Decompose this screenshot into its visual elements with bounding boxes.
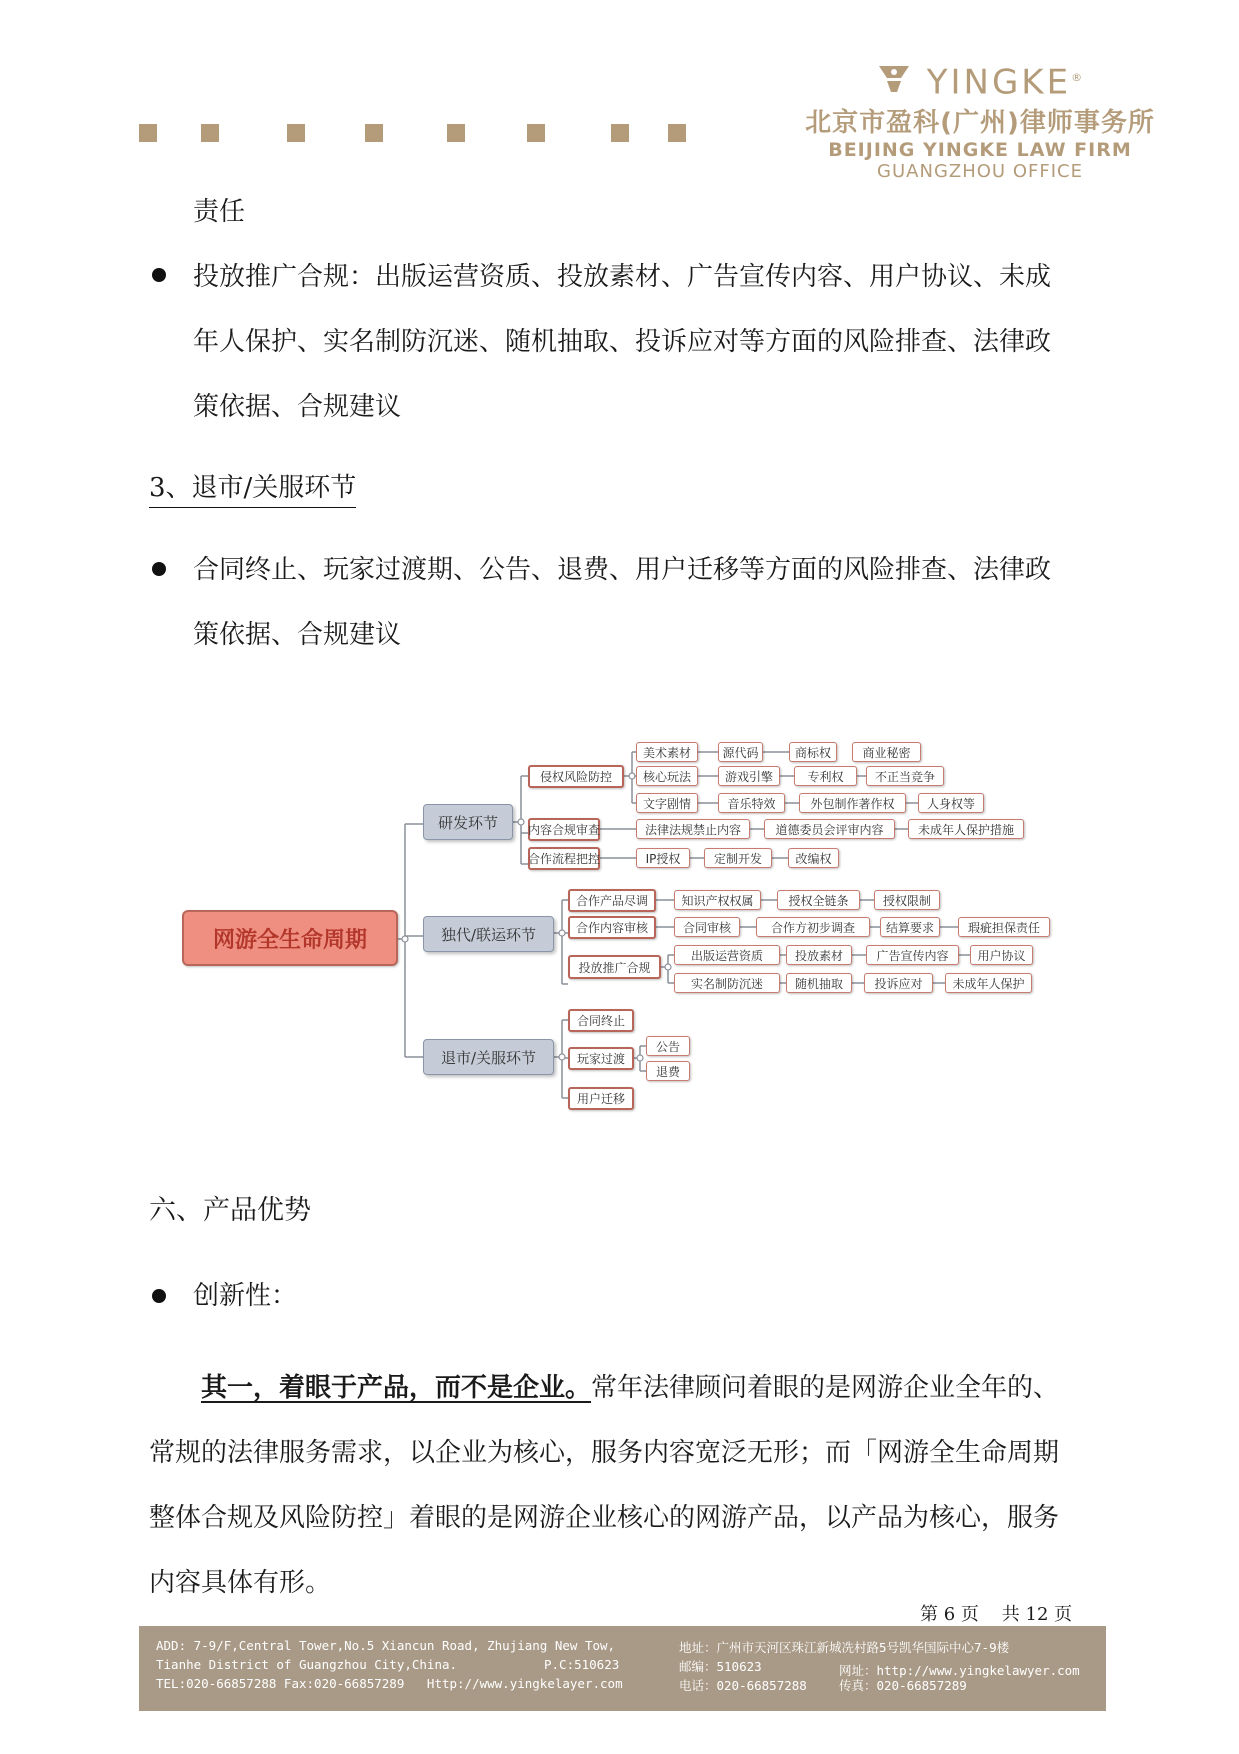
mindmap-leaf: 商业秘密 — [852, 742, 921, 762]
mindmap-leaf: 音乐特效 — [718, 793, 785, 813]
firm-name-en: BEIJING YINGKE LAW FIRM — [828, 139, 1132, 161]
mindmap-leaf: 用户协议 — [970, 945, 1033, 965]
mindmap-node-dev: 研发环节 — [423, 804, 513, 840]
footer-phone-cn: 电话：020-66857288 — [679, 1678, 807, 1693]
mindmap-leaf: 投诉应对 — [864, 973, 933, 993]
mindmap-leaf: 人身权等 — [918, 793, 984, 813]
bullet-line: 创新性： — [193, 1281, 298, 1311]
logo-brand: YINGKE — [926, 62, 1072, 103]
mindmap-node-exit: 退市/关服环节 — [423, 1039, 554, 1075]
mindmap-node: 侵权风险防控 — [528, 765, 624, 788]
footer-website-cn: 网址：http://www.yingkelawyer.com — [839, 1663, 1080, 1678]
mindmap-node: 玩家过渡 — [568, 1047, 634, 1070]
footer-address-cn: 地址：广州市天河区珠江新城冼村路5号凯华国际中心7-9楼 — [679, 1640, 1010, 1655]
mindmap-leaf: 法律法规禁止内容 — [636, 819, 750, 839]
mindmap-leaf: 改编权 — [788, 848, 839, 868]
mindmap-leaf: IP授权 — [636, 848, 690, 868]
mindmap-leaf: 出版运营资质 — [674, 945, 780, 965]
mindmap-node: 投放推广合规 — [568, 955, 661, 979]
mindmap-leaf: 广告宣传内容 — [866, 945, 959, 965]
firm-name-cn: 北京市盈科(广州)律师事务所 — [805, 108, 1155, 138]
mindmap-node: 内容合规审查 — [528, 818, 600, 841]
office-name-en: GUANGZHOU OFFICE — [877, 161, 1083, 182]
mindmap-node: 用户迁移 — [568, 1087, 634, 1110]
mindmap-leaf: 随机抽取 — [786, 973, 852, 993]
bullet-line: 年人保护、实名制防沉迷、随机抽取、投诉应对等方面的风险排查、法律政 — [193, 327, 1052, 357]
mindmap-leaf: 公告 — [646, 1036, 690, 1056]
mindmap-leaf: 美术素材 — [636, 742, 698, 762]
mindmap-leaf: 实名制防沉迷 — [674, 973, 780, 993]
mindmap-leaf: 源代码 — [718, 742, 763, 762]
bullet-line: 策依据、合规建议 — [193, 392, 402, 422]
mindmap-leaf: 不正当竞争 — [866, 766, 944, 786]
mindmap-leaf: 退费 — [646, 1061, 690, 1081]
mindmap-leaf: 投放素材 — [786, 945, 852, 965]
mindmap-leaf: 授权限制 — [874, 890, 940, 910]
mindmap-leaf: 商标权 — [789, 742, 837, 762]
mindmap-node: 合作流程把控 — [528, 847, 600, 870]
mindmap-node: 合同终止 — [568, 1009, 634, 1032]
bullet-line: 合同终止、玩家过渡期、公告、退费、用户迁移等方面的风险排查、法律政 — [193, 555, 1052, 585]
emphasis-text: 其一，着眼于产品，而不是企业。 — [201, 1373, 592, 1403]
section-heading-exit: 3、退市/关服环节 — [149, 473, 356, 508]
mindmap-node: 合作内容审核 — [568, 916, 656, 939]
mindmap-leaf: 知识产权权属 — [674, 890, 761, 910]
bullet-line: 投放推广合规：出版运营资质、投放素材、广告宣传内容、用户协议、未成 — [193, 262, 1052, 292]
mindmap-leaf: 文字剧情 — [636, 793, 698, 813]
footer-postcode-cn: 邮编：510623 — [679, 1659, 762, 1674]
footer-contact-en: TEL:020-66857288 Fax:020-66857289 Http://www.yingkelayer.com — [156, 1676, 623, 1691]
bullet-dot — [152, 1289, 166, 1303]
mindmap-leaf: 定制开发 — [704, 848, 772, 868]
mindmap-leaf: 游戏引擎 — [718, 766, 780, 786]
mindmap-leaf: 授权全链条 — [777, 890, 860, 910]
paragraph-line: 整体合规及风险防控」着眼的是网游企业核心的网游产品，以产品为核心，服务 — [149, 1503, 1060, 1533]
footer-address-en: ADD: 7-9/F,Central Tower,No.5 Xiancun Road, Zhujiang New Tow, — [156, 1638, 616, 1653]
mindmap-leaf: 道德委员会评审内容 — [764, 819, 895, 839]
carry-line: 责任 — [193, 197, 246, 227]
footer-fax-cn: 传真：020-66857289 — [839, 1678, 967, 1693]
footer-bar — [139, 1626, 1106, 1711]
mindmap-leaf: 瑕疵担保责任 — [958, 917, 1050, 937]
mindmap-node-publishing: 独代/联运环节 — [423, 916, 554, 952]
mindmap-leaf: 合作方初步调查 — [756, 917, 870, 937]
mindmap-node: 合作产品尽调 — [568, 889, 656, 912]
bullet-line: 策依据、合规建议 — [193, 620, 402, 650]
mindmap-leaf: 专利权 — [794, 766, 857, 786]
paragraph-first-line — [201, 1373, 1059, 1403]
mindmap-root-node: 网游全生命周期 — [182, 910, 398, 966]
section-heading-advantages: 六、产品优势 — [149, 1195, 311, 1226]
mindmap-leaf: 合同审核 — [674, 917, 740, 937]
page-number: 第 6 页 共 12 页 — [920, 1604, 1073, 1625]
mindmap-leaf: 核心玩法 — [636, 766, 698, 786]
mindmap-leaf: 结算要求 — [880, 917, 940, 937]
mindmap-leaf: 外包制作著作权 — [799, 793, 906, 813]
footer-postcode-en: P.C:510623 — [544, 1657, 620, 1672]
footer-address-en-2: Tianhe District of Guangzhou City,China. — [156, 1657, 458, 1672]
paragraph-line: 内容具体有形。 — [149, 1568, 332, 1598]
paragraph-line: 常规的法律服务需求，以企业为核心，服务内容宽泛无形；而「网游全生命周期 — [149, 1438, 1060, 1468]
logo-reg-mark: ® — [1071, 71, 1086, 84]
paragraph-text: 常年法律顾问着眼的是网游企业全年的、 — [591, 1373, 1060, 1403]
mindmap-leaf: 未成年人保护 — [945, 973, 1032, 993]
mindmap-leaf: 未成年人保护措施 — [908, 819, 1024, 839]
